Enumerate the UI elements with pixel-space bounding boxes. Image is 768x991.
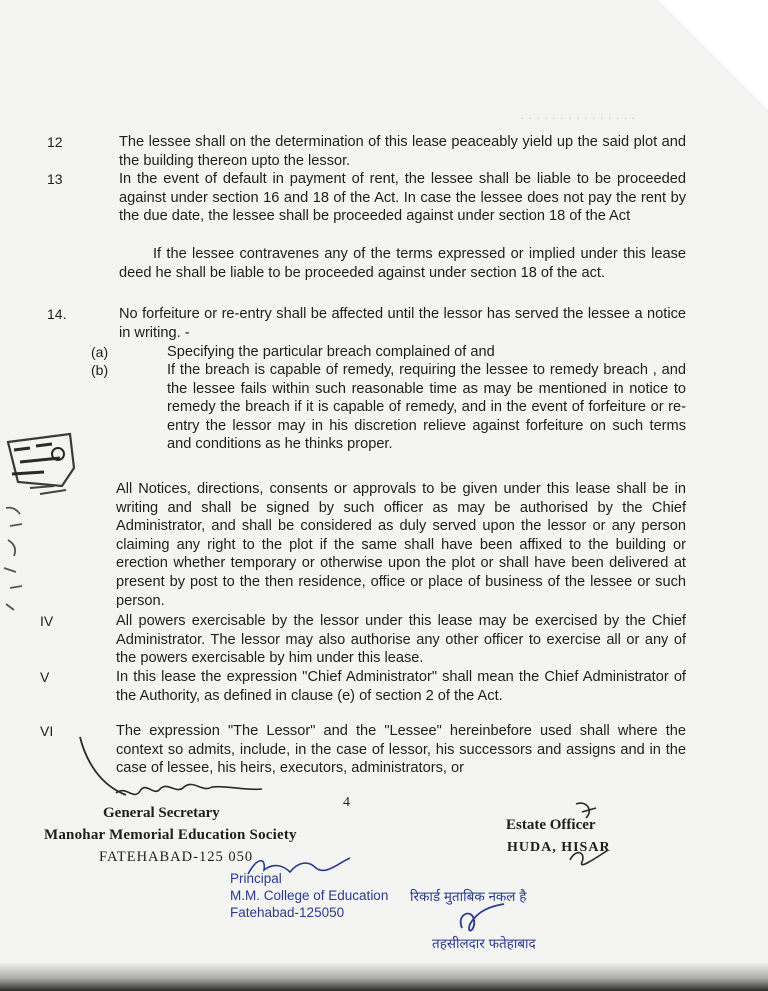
principal-college: M.M. College of Education bbox=[230, 888, 389, 903]
clause-text: In the event of default in payment of rent, the lessee shall be liable to be proceeded against under section 16 and 18 of the Act. In case the lessee does not pay the rent by the due date, the lessee shall be proceeded against under section 18 of the Act bbox=[119, 171, 686, 225]
society-name: Manohar Memorial Education Society bbox=[44, 827, 297, 843]
sub-clause-label: (a) bbox=[91, 344, 109, 360]
clause-text: In this lease the expression "Chief Administrator" shall mean the Chief Administrator of the Authority, as defined in clause (e) of section 2 of the Act. bbox=[116, 669, 686, 704]
secretary-signature-image bbox=[76, 735, 266, 810]
clause-text: All powers exercisable by the lessor under this lease may be exercised by the Chief Administrator. The lessor may also authorise any other officer to exercise all or any of the powers exercisable by him under this lease. bbox=[116, 613, 686, 667]
clause-number: V bbox=[40, 669, 50, 685]
estate-officer-signature-image bbox=[556, 800, 616, 870]
principal-title: Principal bbox=[230, 871, 282, 886]
clause-text: No forfeiture or re-entry shall be affected until the lessor has served the lessee a notice in writing. - bbox=[119, 306, 686, 341]
secretary-title: General Secretary bbox=[103, 805, 220, 821]
sub-clause-text: Specifying the particular breach complained of and bbox=[167, 344, 495, 360]
society-place: FATEHABAD-125 050 bbox=[99, 849, 254, 865]
certified-copy-stamp: रिकार्ड मुताबिक नकल है bbox=[410, 889, 527, 904]
clause-number: VI bbox=[40, 723, 54, 739]
folded-corner bbox=[658, 0, 768, 110]
clause-text: If the lessee contravenes any of the terms expressed or implied under this lease deed he shall be liable to be proceeded against under section 18 of the act. bbox=[119, 246, 686, 281]
sub-clause-text: If the breach is capable of remedy, requiring the lessee to remedy breach , and the lessee fails within such reasonable time as may be mentioned in notice to remedy the breach if it is capable of remedy, and in the event of forfeiture or re-entry the lessor may in his discretion relieve against forfeiture on such terms and conditions as he thinks proper. bbox=[167, 362, 686, 453]
clause-text: The lessee shall on the determination of this lease peaceably yield up the said plot and the building thereon upto the lessor. bbox=[119, 134, 686, 169]
clause-number: IV bbox=[40, 613, 54, 629]
bleed-through: · · · · · · · · · · · · · · · bbox=[520, 110, 636, 125]
clause-number: 13 bbox=[47, 171, 63, 187]
estate-officer-office: HUDA, HISAR bbox=[507, 840, 611, 855]
clause-text: The expression "The Lessor" and the "Lessee" hereinbefore used shall where the context so admits, include, in the case of lessor, his successors and assigns and in the case of lessee, his heirs, executors, administrators, or bbox=[116, 723, 686, 777]
sub-clause-label: (b) bbox=[91, 362, 109, 378]
clause-number: 14. bbox=[47, 306, 67, 322]
tehsildar-office-stamp: तहसीलदार फतेहाबाद bbox=[432, 936, 536, 951]
clause-text: All Notices, directions, consents or approvals to be given under this lease shall be in writing and shall be signed by such officer as may be authorised by the Chief Administrator, and shall be considered as duly served upon the lessor or any person claiming any right to the plot if the same shall have been affixed to the building or erection whether temporary or otherwise upon the plot or shall have been delivered at present by post to the then residence, office or place of business of the lessee or such person. bbox=[116, 481, 686, 609]
principal-place: Fatehabad-125050 bbox=[230, 905, 345, 920]
scan-edge-shadow bbox=[0, 962, 768, 991]
clause-number: 12 bbox=[47, 134, 63, 150]
page-number: 4 bbox=[343, 795, 350, 810]
estate-officer-title: Estate Officer bbox=[506, 817, 596, 833]
partial-stamp-image bbox=[0, 428, 78, 618]
